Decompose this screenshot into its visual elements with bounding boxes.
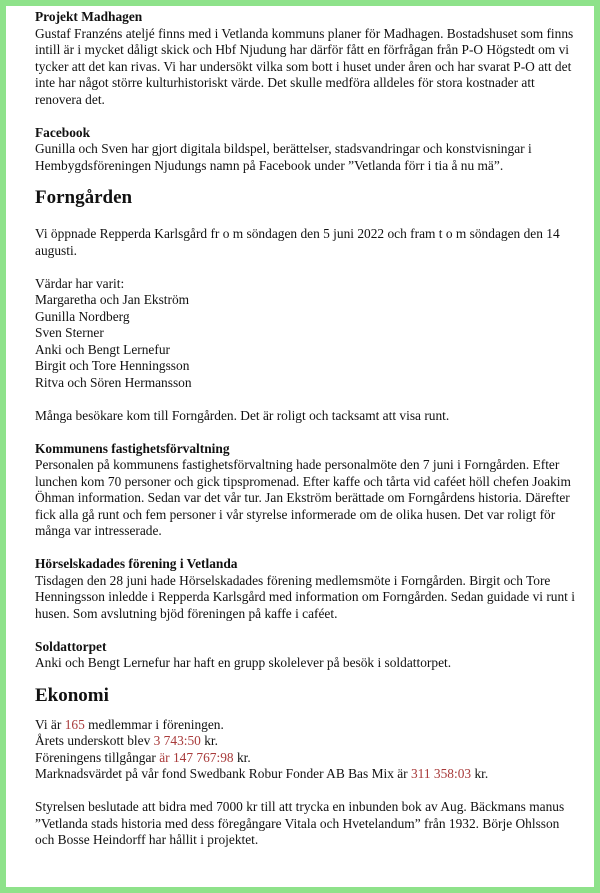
paragraph-facebook: Gunilla och Sven har gjort digitala bildspel, berättelser, stadsvandringar och konstvisningar i Hembygdsföreningen Njudungs namn på Facebook under ”Vetlanda förr i tia å nu mä”. xyxy=(35,141,532,173)
host-item: Gunilla Nordberg xyxy=(35,308,130,324)
paragraph-horselskadades: Tisdagen den 28 juni hade Hörselskadades förening medlemsmöte i Forngården. Birgit och Tore Henningsson inledde i Repperda Karlsgård med information om Forngården. Sedan guidade vi runt i husen. Som avslutning bjöd föreningen på kaffe i caféet. xyxy=(35,572,575,621)
paragraph-ekonomi-closing: Styrelsen beslutade att bidra med 7000 kr till att trycka en inbunden bok av Aug. Bäckmans manus ”Vetlanda stads historia med dess föregångare Vitala och Hvetelandum” från 1932. Börje Ohlsson och Bosse Heindorff har hållit i projektet. xyxy=(35,799,565,847)
paragraph-kommunens: Personalen på kommunens fastighetsförvaltning hade personalmöte den 7 juni i Forngården. Efter lunchen kom 70 personer och gick tipspromenad. Efter kaffe och tårta vid caféet höll chefen Joakim Öhman information. Sedan var det vår tur. Jan Ekström berättade om Forngårdens historia. Därefter fick alla gå runt och fem personer i vår styrelse informerade om de olika husen. Det var roligt för många var intresserade. xyxy=(35,457,571,538)
document-body xyxy=(35,9,575,849)
host-item: Margaretha och Jan Ekström xyxy=(35,292,190,307)
paragraph-visitors: Många besökare kom till Forngården. Det är roligt och tacksamt att visa runt. xyxy=(35,407,450,423)
host-list xyxy=(35,292,575,391)
hosts-label: Värdar har varit: xyxy=(35,275,125,291)
line-assets: Föreningens tillgångar är 147 767:98 kr. xyxy=(35,749,251,765)
heading-kommunens: Kommunens fastighetsförvaltning xyxy=(35,440,230,456)
line-members: Vi är 165 medlemmar i föreningen. xyxy=(35,716,224,732)
paragraph-soldattorpet: Anki och Bengt Lernefur har haft en grupp skolelever på besök i soldattorpet. xyxy=(35,655,452,670)
paragraph-projekt-madhagen: Gustaf Franzéns ateljé finns med i Vetlanda kommuns planer för Madhagen. Bostadshuset som finns intill är i mycket dåligt skick och Hbf Njudung har därför fått en förfrågan från P-O Högstedt om vi tycker att det kan rivas. Vi har undersökt vilka som bott i huset under åren och har svarat P-O att det inte har något större kulturhistoriskt värde. Det skulle medföra alldeles för stora kostnader att renovera det. xyxy=(35,25,574,107)
host-item: Ritva och Sören Hermansson xyxy=(35,374,192,390)
paragraph-forngarden-intro: Vi öppnade Repperda Karlsgård fr o m söndagen den 5 juni 2022 och fram t o m söndagen den 14 augusti. xyxy=(35,226,560,258)
heading-soldattorpet: Soldattorpet xyxy=(35,638,107,654)
heading-facebook: Facebook xyxy=(35,124,91,140)
market-value-amount: 311 358:03 xyxy=(410,766,472,781)
assets-amount: är 147 767:98 xyxy=(159,749,234,765)
members-count: 165 xyxy=(64,716,85,732)
heading-horselskadades: Hörselskadades förening i Vetlanda xyxy=(35,556,238,571)
heading-projekt-madhagen: Projekt Madhagen xyxy=(35,9,143,24)
deficit-amount: 3 743:50 xyxy=(153,733,201,748)
heading-forngarden: Forngården xyxy=(35,187,133,208)
host-item: Anki och Bengt Lernefur xyxy=(35,341,170,357)
host-item: Birgit och Tore Henningsson xyxy=(35,358,190,373)
line-market-value: Marknadsvärdet på vår fond Swedbank Robur Fonder AB Bas Mix är 311 358:03 kr. xyxy=(35,766,489,781)
line-deficit: Årets underskott blev 3 743:50 kr. xyxy=(35,733,219,748)
heading-ekonomi: Ekonomi xyxy=(35,684,109,706)
host-item: Sven Sterner xyxy=(35,325,104,340)
